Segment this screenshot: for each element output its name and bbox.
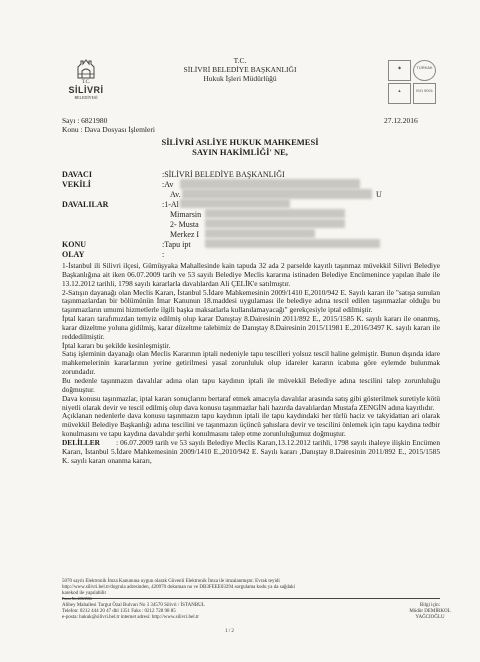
redacted-block	[180, 199, 290, 208]
body-paragraph: 1-İstanbul ili Silivri ilçesi, Gümüşyaka Mahallesinde kain tapuda 32 ada 2 parselde kayıtlı taşınmaz müvekkil Silivri Belediye Başkanlığına ait iken 06.07.2009 tarih ve 53 sayılı Belediye Meclis kararına istinaden Belediye Encümenince yapılan ihale ile 13.12.2012 tarihli, 1798 sayılı kararlarla davalılardan Ali ÇELİK'e satılmıştır.	[62, 261, 440, 288]
vekili-value-1: :Av	[162, 180, 174, 189]
deliller-text: : 06.07.2009 tarih ve 53 sayılı Belediye Meclis Kararı,13.12.2012 tarihli, 1798 sayılı ihaleye ilişkin Encümen Kararı, İstanbul 5.İdare Mahkemesinin 2009/1410 E.,2010/942 E. Sayılı kararı ,Danıştay 8.Dairesinin 2011/892 E., 2015/1585 K. sayılı kararı onanma kararı,	[62, 437, 440, 465]
logo-line-2: SİLİVRİ	[68, 85, 104, 95]
silivri-emblem-icon	[75, 58, 97, 80]
sig-role: Bilgi için:	[419, 603, 441, 608]
davalilar-value-1: :1-Al	[162, 200, 179, 209]
konu-value: :Tapu ipt	[162, 240, 191, 249]
letterhead-line-3: Hukuk İşleri Müdürlüğü	[203, 74, 277, 83]
vekili-value-2: Av.	[170, 190, 181, 199]
footer-divider	[62, 598, 440, 599]
body-paragraph: 2-Satışın dayanağı olan Meclis Kararı, İstanbul 5.İdare Mahkemesinin 2009/1410 E,2010/942 E. Sayılı kararı ile "satışa sunulan taşınmazlardan bir bölümünün İmar Kanunun 18.maddesi uygulaması ile belediye adına tescil edilen taşınmazlar olduğu bu taşınmazların umumi hizmetlerle ilgili başka maksatlarla kullanılamayacağı" gerekçesiyle iptal edilmiştir.	[62, 287, 440, 315]
body-paragraph: Satış işleminin dayanağı olan Meclis Kararının iptali nedeniyle tapu tescilleri yolsuz tescil haline gelmiştir. Bunun dışında idare mahkemelerinin kararlarının yerine getirilmesi yasal zorunluluk olup idareler kararın icabına göre eylemde bulunmak zorundadır.	[62, 349, 440, 377]
body-paragraph: Açıklanan nedenlerle dava konusu taşınmazın tapu kaydının iptali ile tapu kaydındaki her türlü haciz ve takyidattan ari olarak müvekkil Belediye Başkanlığı adına tescilini ve taşınmazın üçüncü şahıslara devir ve tescilini önlemek için tapu kaydına tedbir konulmasını ve tapu kaydına davalıdır şerhi konulmasını talep etme zorunluluğumuz doğmuştur.	[62, 411, 440, 439]
page-number: 1 / 2	[225, 629, 234, 634]
turkak-badge: TÜRKAK	[413, 60, 436, 81]
davaci-value: :SİLİVRİ BELEDİYE BAŞKANLIĞI	[162, 170, 285, 179]
contact-address	[62, 603, 322, 621]
konu-line: Konu : Dava Dosyası İşlemleri	[62, 125, 155, 134]
redacted-block	[205, 209, 345, 218]
letterhead	[120, 56, 360, 83]
esign-line-1: 5070 sayılı Elektronik İmza Kanununa uygun olarak Güvenli Elektronik İmza ile imzalanmıştır. Evrak teyidi	[62, 579, 280, 584]
logo-line-3: BELEDİYESİ	[74, 95, 98, 100]
davalilar-label: DAVALILAR	[62, 200, 109, 209]
address-line-3: e-posta: hukuk@silivri.bel.tr internet adresi: http://www.silivri.bel.tr	[62, 615, 199, 620]
address-line-1: Alibey Mahallesi Turgut Özal Bulvarı No 3 34570 Silivri / İSTANBUL	[62, 603, 205, 608]
sayi-line: Sayı : 6821980	[62, 116, 108, 125]
logo-line-1: T.C.	[81, 80, 91, 85]
letterhead-line-2: SİLİVRİ BELEDİYE BAŞKANLIĞI	[183, 65, 297, 74]
body-paragraph: Bu nedenle taşınmazın davalılar adına olan tapu kaydının iptali ile müvekkil Belediye adına tescilini talep zorunluluğu doğmuştur.	[62, 375, 440, 394]
court-title-line-2: SAYIN HAKİMLİĞİ' NE,	[192, 147, 288, 157]
redacted-block	[182, 189, 372, 199]
redacted-block	[205, 239, 380, 248]
davalilar-value-3: 2- Musta	[170, 220, 199, 229]
redacted-block	[205, 219, 345, 228]
body-paragraph: İptal kararı tarafımızdan temyiz edilmiş olup karar Danıştay 8.Dairesinin 2011/892 E., 2015/1585 K. sayılı kararı ile onanmış, karar düzeltme yoluna gidilmiş, karar düzeltme talebimiz de Danıştay 8.Dairesinin 2015/11981 E.,2016/3497 K. sayılı kararı ile reddedilmiştir.	[62, 314, 440, 341]
letterhead-line-1: T.C.	[233, 56, 247, 65]
certification-badges	[388, 60, 438, 104]
sig-name-2: YAĞCIOĞLU	[415, 615, 445, 620]
court-title-line-1: SİLİVRİ ASLİYE HUKUK MAHKEMESİ	[161, 137, 319, 147]
davaci-label: DAVACI	[62, 170, 92, 179]
contact-person	[400, 603, 460, 621]
address-line-2: Telefon: 0212 444 20 47 dhl 1351 Faks : 0212 728 98 85	[62, 609, 176, 614]
petition-body	[62, 262, 440, 465]
deliller-label: DELİLLER	[62, 437, 100, 447]
redacted-block	[205, 229, 315, 238]
vekili-tail: U	[376, 190, 382, 199]
body-paragraph: Dava konusu taşınmazlar, iptal kararı sonuçlarını bertaraf etmek amacıyla davalılar arasında satış gibi gösterilmek suretiyle kötü niyetli olarak devir ve tescil edilmiş olup dava konusu taşınmazlar hali hazırda davalılardan Mustafa ZENGİN adına kayıtlıdır.	[62, 393, 440, 412]
olay-value: :	[162, 250, 165, 259]
esign-notice	[62, 579, 442, 597]
esign-line-3: karekod ile yapılabilir	[62, 591, 107, 596]
davalilar-value-2: Mimarsin	[170, 210, 202, 219]
esign-line-2: http://www.silivri.bel.tr/dogrula adresinden, 420970 dokuman no ve DB3FEEE03294 sorgulama kodu ya da sağdaki	[62, 585, 296, 590]
redacted-block	[180, 179, 360, 189]
davalilar-value-4: Merkez I	[170, 230, 200, 239]
vekili-label: VEKİLİ	[62, 180, 91, 189]
document-date: 27.12.2016	[384, 116, 418, 125]
olay-label: OLAY	[62, 250, 85, 259]
iso-badge: ISO 9001	[413, 83, 436, 104]
cert-badge-icon: ◆	[388, 60, 411, 81]
sig-name: Müdür DEMİRKOL	[409, 609, 451, 614]
konu-label: KONU	[62, 240, 86, 249]
body-paragraph: İptal kararı bu şekilde kesinleşmiştir.	[62, 340, 171, 350]
form-code: Form No:2063584	[62, 596, 92, 601]
municipality-logo	[66, 58, 106, 100]
cert-badge-icon: ▲	[388, 83, 411, 104]
deliller-section	[62, 439, 440, 466]
